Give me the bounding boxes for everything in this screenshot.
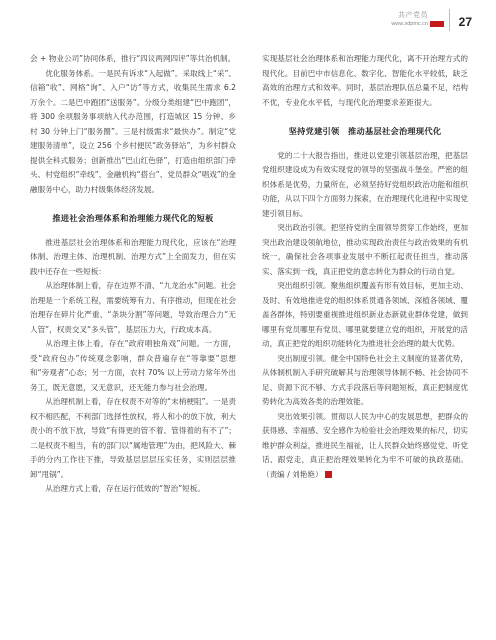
body-paragraph: 从治理机制上看，存在权责不对等的“末梢梗阻”。一是责权不相匹配，不利部门选择性放权，将人和小的放下放，利大责小的不放下放，导致“有得更的管不着、管得着的有不了”；二是权责不相当，有的部门以“属地管理”为由，把风险大、棘手的分内工作往下推，导致基层层层压实任务，实则层层推卸“甩锅”。	[30, 397, 236, 479]
left-bottom-paragraphs	[30, 236, 236, 497]
body-paragraph: 党的二十大报告指出，推进以党建引领基层治理，把基层党组织建设成为有效实现党的领导的坚强战斗堡垒。严密的组织体系是优势，力量所在，必须坚持好党组织政治功能和组织功能，从以下四个方面努力探索，在治理现代化进程中实现党建引领目标。	[262, 150, 468, 218]
body-paragraph: 实现基层社会治理体系和治理能力现代化，离不开治理方式的现代化。目前巴中市信息化、数字化、智能化水平较低，缺乏高效的治理方式和效率。同时，基层治理队伍总量不足，结构不优，专业化水平低，与现代化治理要求差距很大。	[262, 54, 468, 107]
left-top-paragraphs	[30, 52, 236, 197]
accent-tag	[430, 21, 444, 27]
body-paragraph: 从治理主体上看，存在“政府唱独角戏”问题。一方面，受“政府包办”传统观念影响，群众普遍存在“等靠要”思想和“旁观者”心态；另一方面，农村 70% 以上劳动力常年外出务工，既无意愿，又无意识，还无能力参与社会治理。	[30, 339, 236, 392]
body-paragraph: 从治理体制上看，存在边界不清、“九龙治水”问题。社会治理是一个系统工程，需要统筹有力、有序推动，但现在社会治理存在碎片化严重、“条块分割”等问题，导致治理合力“无人管”，权责交叉“多头管”，基层压力大，行政成本高。	[30, 281, 236, 334]
header-divider	[449, 9, 450, 31]
page-number: 27	[458, 15, 472, 29]
section-title-party-building: 坚持党建引领 推动基层社会治理现代化	[288, 126, 442, 136]
body-paragraph: 推进基层社会治理体系和治理能力现代化，应该在“治理体制、治理主体、治理机制、治理方式”上全面发力，但在实践中还存在一些短板：	[30, 237, 236, 276]
right-bottom-paragraphs	[262, 149, 468, 483]
body-paragraph: 突出组织引领。聚焦组织覆盖有形有效目标，更加主动、及时、有效地推进党的组织体系贯通各领域、深植各领域、覆盖各群体，特别要重视推进组织新业态新就业群体党建，做到哪里有党员哪里有党员、哪里就要建立党的组织，开展党的活动，真正把党的组织功能转化为推进社会治理的最大优势。	[262, 281, 468, 348]
body-paragraph: 突出政治引领。把坚持党的全面领导贯穿工作始终，更加突出政治建设领航地位，推动实现政治责任与政治效果的有机统一，确保社会各项事业发展中不断扛起责任担当，推动落实、落实到一线，真正把党的意志转化为群众的行动自觉。	[262, 223, 468, 276]
right-column	[262, 52, 468, 482]
body-paragraph: 会 + 物业公司”协同体系，推行“四议两网四评”等共治机制。	[30, 54, 236, 63]
journal-title: 共产党员	[398, 11, 428, 19]
body-paragraph: 优化服务体系。一是民有诉求“入起做”。采取线上“采”、信箱“收”、网格“询”、入户“访”等方式，收集民生需求 6.2 万余个。二是巴中跑团“送服务”。分级分类组建“巴中跑团”，将 300 余项服务事项纳入代办范围，打造城区 15 分钟、乡村 30 分钟上门“服务圈”。三是村级需求“最快办”。制定“党建服务清单”，设立 256 个乡村便民“政务驿站”，为乡村群众提供全科式服务；创新推出“巴山红色驿”，打造由组织部门牵头、村党组织“牵线”、金融机构“搭台”、党员群众“唱戏”的金融服务中心，助力村级集体经济发展。	[30, 68, 236, 194]
page-header	[278, 6, 478, 36]
body-paragraph: 从治理方式上看，存在运行低效的“智治”短板。	[45, 484, 205, 493]
journal-url: www.sdpmc.cn	[391, 21, 428, 27]
body-paragraph: 突出效果引领。贯彻以人民为中心的发展思想，把群众的获得感、幸福感、安全感作为检验社会治理效果的标尺，切实维护群众利益，推进民生福祉，让人民群众始终感觉党、听党话、跟党走，真正把治理效果转化为牢不可破的执政基础。（责编 / 刘艳艳）	[262, 411, 468, 479]
section-title-shortcomings: 推进社会治理体系和治理能力现代化的短板	[52, 213, 214, 223]
right-top-paragraphs	[262, 52, 468, 110]
left-column	[30, 52, 236, 497]
body-paragraph: 突出制度引领。健全中国特色社会主义制度的显著优势，从体制机制入手研究破解其与治理领导体制不畅、社会协同不足、资源下沉不够、方式手段落后等问题短板，真正把制度优势转化为高效各类的治理效能。	[262, 353, 468, 406]
end-mark-icon	[325, 471, 332, 478]
